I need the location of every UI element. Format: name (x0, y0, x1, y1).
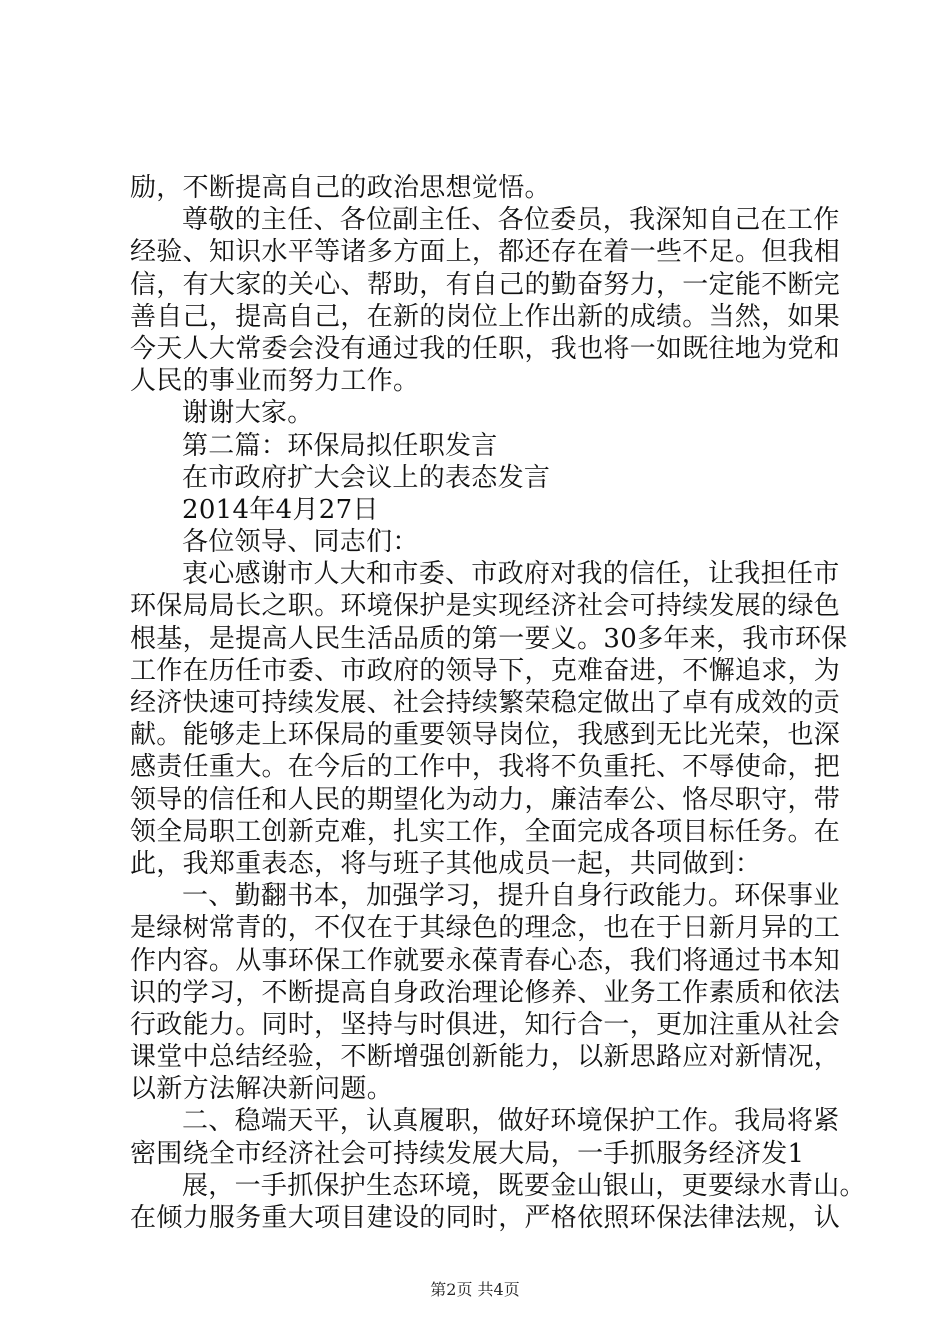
text-line: 根基，是提高人民生活品质的第一要义。30多年来，我市环保 (130, 623, 848, 654)
text-line: 是绿树常青的，不仅在于其绿色的理念，也在于日新月异的工 (130, 913, 841, 944)
text-line: 尊敬的主任、各位副主任、各位委员，我深知自己在工作 (182, 205, 840, 236)
text-line: 信，有大家的关心、帮助，有自己的勤奋努力，一定能不断完 (130, 269, 841, 300)
document-body (130, 172, 866, 1234)
text-line: 经验、知识水平等诸多方面上，都还存在着一些不足。但我相 (130, 237, 841, 268)
text-line: 励，不断提高自己的政治思想觉悟。 (130, 173, 551, 203)
text-line: 识的学习，不断提高自身政治理论修养、业务工作素质和依法 (130, 977, 841, 1008)
text-line: 善自己，提高自己，在新的岗位上作出新的成绩。当然，如果 (130, 301, 841, 332)
text-line: 人民的事业而努力工作。 (130, 366, 420, 397)
text-line: 课堂中总结经验，不断增强创新能力，以新思路应对新情况， (130, 1042, 841, 1073)
text-line: 作内容。从事环保工作就要永葆青春心态，我们将通过书本知 (130, 945, 841, 976)
text-line: 一、勤翻书本，加强学习，提升自身行政能力。环保事业 (182, 881, 840, 912)
text-line: 密围绕全市经济社会可持续发展大局，一手抓服务经济发1 (130, 1138, 805, 1169)
text-line: 献。能够走上环保局的重要领导岗位，我感到无比光荣，也深 (130, 720, 841, 751)
speech-date: 2014年4月27日 (182, 494, 379, 525)
text-line: 经济快速可持续发展、社会持续繁荣稳定做出了卓有成效的贡 (130, 688, 841, 718)
text-line: 此，我郑重表态，将与班子其他成员一起，共同做到： (130, 848, 762, 879)
text-line: 谢谢大家。 (182, 398, 314, 429)
text-line: 二、稳端天平，认真履职，做好环境保护工作。我局将紧 (182, 1106, 840, 1137)
text-line: 行政能力。同时，坚持与时俱进，知行合一，更加注重从社会 (130, 1009, 841, 1040)
text-line: 领导的信任和人民的期望化为动力，廉洁奉公、恪尽职守，带 (130, 784, 841, 815)
section-heading: 第二篇：环保局拟任职发言 (182, 430, 498, 461)
text-line: 工作在历任市委、市政府的领导下，克难奋进，不懈追求，为 (130, 655, 841, 686)
text-line: 感责任重大。在今后的工作中，我将不负重托、不辱使命，把 (130, 752, 841, 783)
text-line: 领全局职工创新克难，扎实工作，全面完成各项目标任务。在 (130, 816, 841, 847)
text-line: 环保局局长之职。环境保护是实现经济社会可持续发展的绿色 (130, 591, 841, 622)
speech-title: 在市政府扩大会议上的表态发言 (182, 462, 551, 493)
salutation: 各位领导、同志们： (182, 527, 419, 558)
text-line: 以新方法解决新问题。 (130, 1074, 394, 1105)
text-line: 今天人大常委会没有通过我的任职，我也将一如既往地为党和 (130, 333, 841, 364)
text-line: 衷心感谢市人大和市委、市政府对我的信任，让我担任市 (182, 559, 840, 590)
text-line: 在倾力服务重大项目建设的同时，严格依照环保法律法规，认 (130, 1203, 841, 1233)
page-footer: 第2页 共4页 (430, 1280, 520, 1299)
text-line: 展，一手抓保护生态环境，既要金山银山，更要绿水青山。 (182, 1170, 866, 1201)
